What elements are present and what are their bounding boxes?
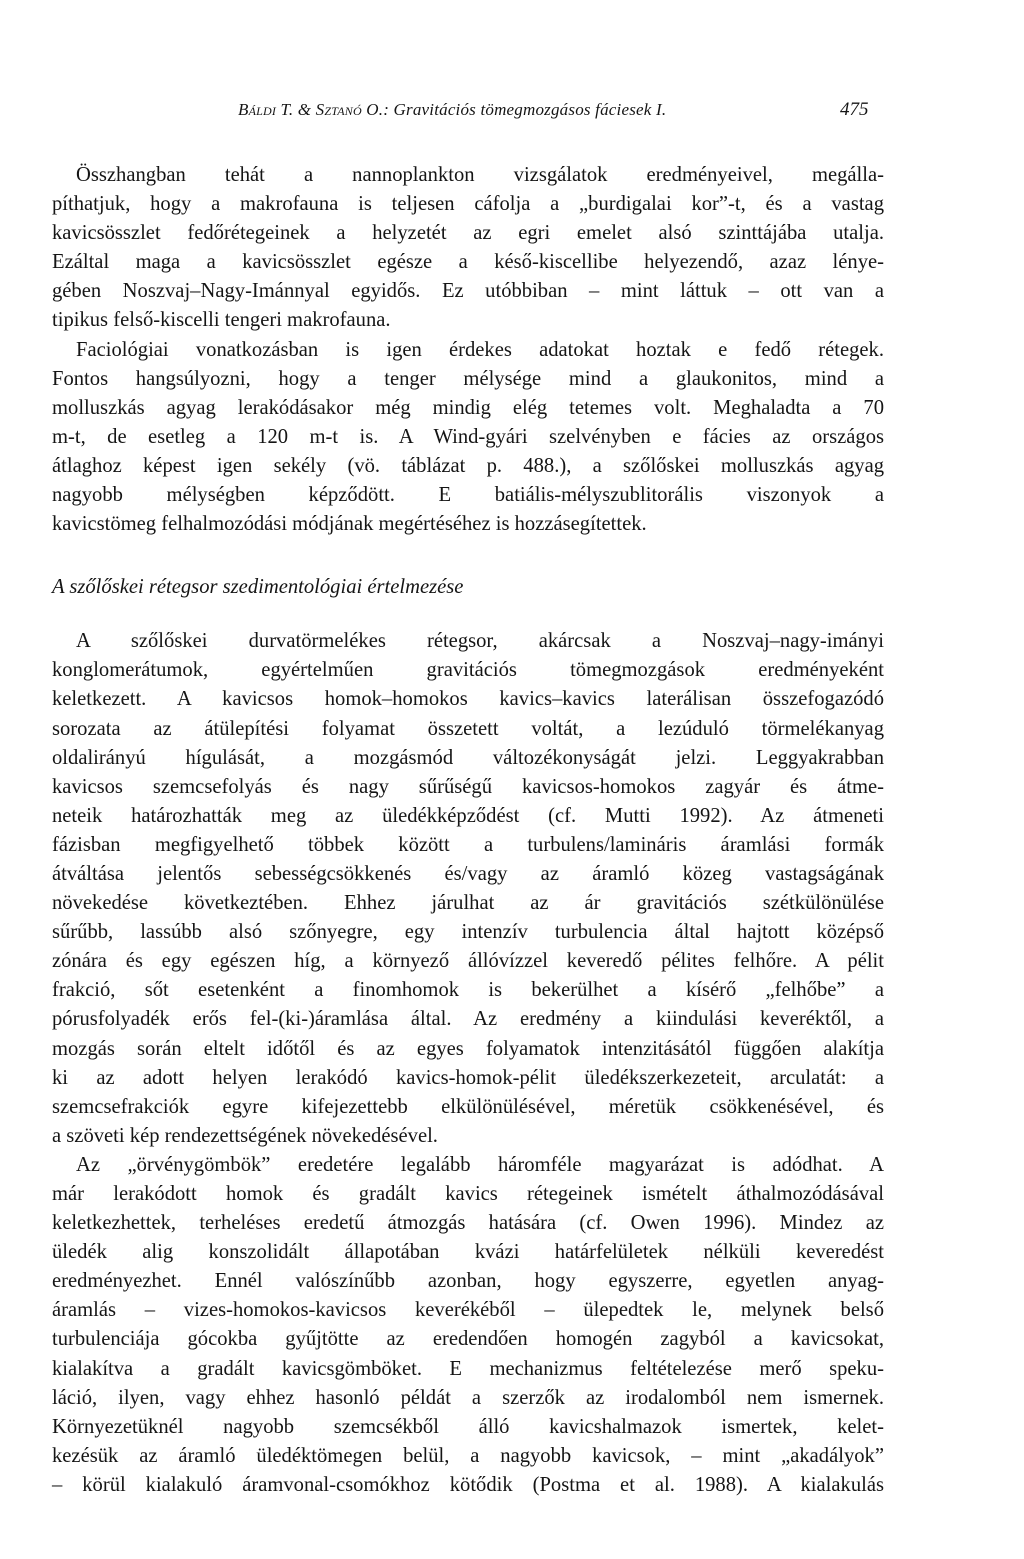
text-line: tipikus felső-kiscelli tengeri makrofauna. [52, 309, 391, 332]
text-line: kavicsos szemcsefolyás és nagy sűrűségű kavicsos-homokos zagyár és átme- [52, 775, 884, 798]
text-line: keletkezett. A kavicsos homok–homokos kavics–kavics laterálisan összefogazódó [52, 688, 884, 711]
text-line: turbulenciája gócokba gyűjtötte az eredendően homogén zagyból a kavicsokat, [52, 1328, 884, 1351]
text-line: mozgás során eltelt időtől és az egyes folyamatok intenzitásától függően alakítja [52, 1037, 884, 1060]
text-line: Faciológiai vonatkozásban is igen érdekes adatokat hoztak e fedő rétegek. [76, 338, 884, 361]
article-body [52, 161, 884, 1500]
text-line: píthatjuk, hogy a makrofauna is teljesen cáfolja a „burdigalai kor”-t, és a vastag [52, 193, 884, 216]
text-line: Környezetüknél nagyobb szemcsékből álló kavicshalmazok ismertek, kelet- [52, 1415, 884, 1438]
running-head-ampersand: & [293, 100, 316, 119]
text-line: sorozata az átülepítési folyamat összetett voltát, a lezúduló törmelékanyag [52, 717, 884, 740]
text-line: kialakítva a gradált kavicsgömböket. E mechanizmus feltételezése merő speku- [52, 1357, 884, 1380]
text-line: kavicsösszlet fedőrétegeinek a helyzetét az egri emelet alsó szinttájába utalja. [52, 222, 884, 245]
text-line: átváltása jelentős sebességcsökkenés és/vagy az áramló közeg vastagságának [52, 862, 884, 885]
running-head-author-2: Sztanó O. [315, 100, 384, 119]
text-line: keletkezhettek, terheléses eredetű átmozgás hatására (cf. Owen 1996). Mindez az [52, 1212, 884, 1235]
running-head-author-1: Báldi T. [238, 100, 294, 119]
text-line: ki az adott helyen lerakódó kavics-homok-pélit üledékszerkezeteit, arculatát: a [52, 1066, 884, 1089]
text-line: molluszkás agyag lerakódásakor még mindig elég tetemes volt. Meghaladta a 70 [52, 396, 884, 419]
text-line: frakció, sőt esetenként a finomhomok is bekerülhet a kísérő „felhőbe” a [52, 979, 884, 1002]
text-line: áramlás – vizes-homokos-kavicsos keverékéből – ülepedtek le, melynek belső [52, 1299, 884, 1322]
text-line: Az „örvénygömbök” eredetére legalább háromféle magyarázat is adódhat. A [76, 1153, 884, 1176]
text-line: láció, ilyen, vagy ehhez hasonló példát a szerzők az irodalomból nem ismernek. [52, 1386, 884, 1409]
text-line: a szöveti kép rendezettségének növekedésével. [52, 1124, 438, 1147]
text-line: kavicstömeg felhalmozódási módjának megértéséhez is hozzásegítettek. [52, 513, 647, 536]
text-line: – körül kialakuló áramvonal-csomókhoz kötődik (Postma et al. 1988). A kialakulás [52, 1473, 884, 1496]
paragraph-faciology [52, 336, 884, 540]
text-line: pórusfolyadék erős fel-(ki-)áramlása által. Az eredmény a kiindulási keveréktől, a [52, 1008, 884, 1031]
text-line: zónára és egy egészen híg, a környező állóvízzel keveredő pélites felhőre. A pélit [52, 950, 884, 973]
paragraph-sedimentology [52, 627, 884, 1151]
paragraph-vortex-balls [52, 1151, 884, 1500]
text-line: Összhangban tehát a nannoplankton vizsgálatok eredményeivel, megálla- [76, 164, 884, 186]
text-line: nagyobb mélységben képződött. E batiális-mélyszublitorális viszonyok a [52, 484, 884, 507]
text-line: Fontos hangsúlyozni, hogy a tenger mélysége mind a glaukonitos, mind a [52, 367, 884, 390]
text-line: gében Noszvaj–Nagy-Imánnyal egyidős. Ez utóbbiban – mint láttuk – ott van a [52, 280, 884, 303]
text-line: neteik határozhatták meg az üledékképződést (cf. Mutti 1992). Az átmeneti [52, 804, 884, 827]
text-line: növekedése következtében. Ehhez járulhat az ár gravitációs szétkülönülése [52, 892, 884, 915]
running-head-title: : Gravitációs tömegmozgásos fáciesek I. [383, 100, 667, 119]
running-head [238, 100, 666, 120]
text-line: üledék alig konszolidált állapotában kvázi határfelületek nélküli keveredést [52, 1241, 884, 1264]
text-line: eredményezhet. Ennél valószínűbb azonban, hogy egyszerre, egyetlen anyag- [52, 1270, 884, 1293]
text-line: konglomerátumok, egyértelműen gravitációs tömegmozgások eredményeként [52, 659, 884, 682]
text-line: oldalirányú hígulását, a mozgásmód változékonyságát jelzi. Leggyakrabban [52, 746, 884, 769]
text-line: sűrűbb, lassúbb alsó szőnyegre, egy intenzív turbulencia által hajtott középső [52, 921, 884, 944]
text-line: szemcsefrakciók egyre kifejezettebb elkülönülésével, méretük csökkenésével, és [52, 1095, 884, 1118]
text-line: átlaghoz képest igen sekély (vö. táblázat p. 488.), a szőlőskei molluszkás agyag [52, 454, 884, 477]
paragraph-nannoplankton [52, 161, 884, 336]
page-number: 475 [840, 99, 869, 120]
text-line: már lerakódott homok és gradált kavics rétegeinek ismételt áthalmozódásával [52, 1183, 884, 1205]
text-line: m-t, de esetleg a 120 m-t is. A Wind-gyári szelvényben e fácies az országos [52, 425, 884, 448]
text-line: A szőlőskei durvatörmelékes rétegsor, akárcsak a Noszvaj–nagy-imányi [76, 630, 884, 653]
section-heading: A szőlőskei rétegsor szedimentológiai értelmezése [52, 576, 464, 599]
text-line: Ezáltal maga a kavicsösszlet egésze a késő-kiscellibe helyezendő, azaz lénye- [52, 251, 884, 274]
text-line: kezésük az áramló üledéktömegen belül, a nagyobb kavicsok, – mint „akadályok” [52, 1444, 884, 1467]
text-line: fázisban megfigyelhető többek között a turbulens/lamináris áramlási formák [52, 833, 884, 856]
